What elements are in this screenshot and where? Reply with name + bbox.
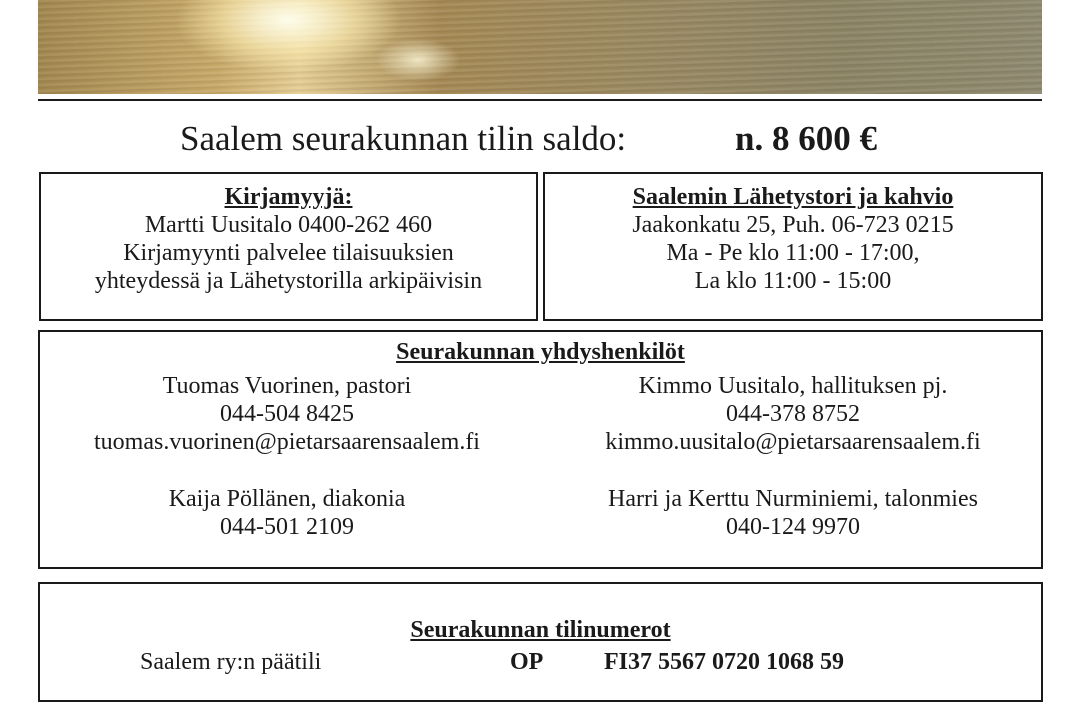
contact-phone: 044-501 2109: [220, 514, 354, 540]
bookshop-line: Martti Uusitalo 0400-262 460: [144, 212, 433, 238]
header-photo-sea-sunset: [38, 0, 1042, 94]
contact-email[interactable]: tuomas.vuorinen@pietarsaarensaalem.fi: [94, 429, 480, 455]
balance-amount: n. 8 600 €: [735, 119, 877, 158]
bookshop-line: Kirjamyynti palvelee tilaisuuksien: [123, 240, 454, 266]
mission-shop-heading: Saalemin Lähetystori ja kahvio: [632, 184, 954, 210]
contacts-heading: Seurakunnan yhdyshenkilöt: [396, 339, 685, 365]
contact-name: Kaija Pöllänen, diakonia: [168, 486, 406, 512]
account-label: Saalem ry:n päätili: [140, 649, 322, 675]
contact-card: [37, 372, 537, 456]
mission-shop-box: [543, 172, 1043, 321]
accounts-box: [38, 582, 1043, 702]
contact-card: [543, 372, 1043, 456]
bookshop-heading: Kirjamyyjä:: [224, 184, 353, 210]
divider: [38, 99, 1042, 101]
contact-card: [37, 485, 537, 541]
contact-phone: 040-124 9970: [726, 514, 860, 540]
mission-shop-address: Jaakonkatu 25, Puh. 06-723 0215: [632, 212, 954, 238]
contact-phone: 044-504 8425: [220, 401, 354, 427]
contact-name: Kimmo Uusitalo, hallituksen pj.: [638, 373, 948, 399]
contact-card: [543, 485, 1043, 541]
contact-phone: 044-378 8752: [726, 401, 860, 427]
bookshop-line: yhteydessä ja Lähetystorilla arkipäivisin: [94, 268, 483, 294]
mission-shop-hours: Ma - Pe klo 11:00 - 17:00,: [666, 240, 920, 266]
accounts-heading: Seurakunnan tilinumerot: [410, 617, 671, 643]
balance-label: Saalem seurakunnan tilin saldo:: [180, 119, 627, 158]
contact-name: Harri ja Kerttu Nurminiemi, talonmies: [608, 486, 978, 512]
bookshop-box: [39, 172, 538, 321]
account-balance: [180, 118, 877, 160]
account-bank: OP: [510, 649, 544, 675]
account-iban: FI37 5567 0720 1068 59: [604, 649, 844, 675]
mission-shop-hours: La klo 11:00 - 15:00: [694, 268, 892, 294]
contact-name: Tuomas Vuorinen, pastori: [162, 373, 412, 399]
contacts-box: [38, 330, 1043, 569]
contact-email[interactable]: kimmo.uusitalo@pietarsaarensaalem.fi: [605, 429, 981, 455]
